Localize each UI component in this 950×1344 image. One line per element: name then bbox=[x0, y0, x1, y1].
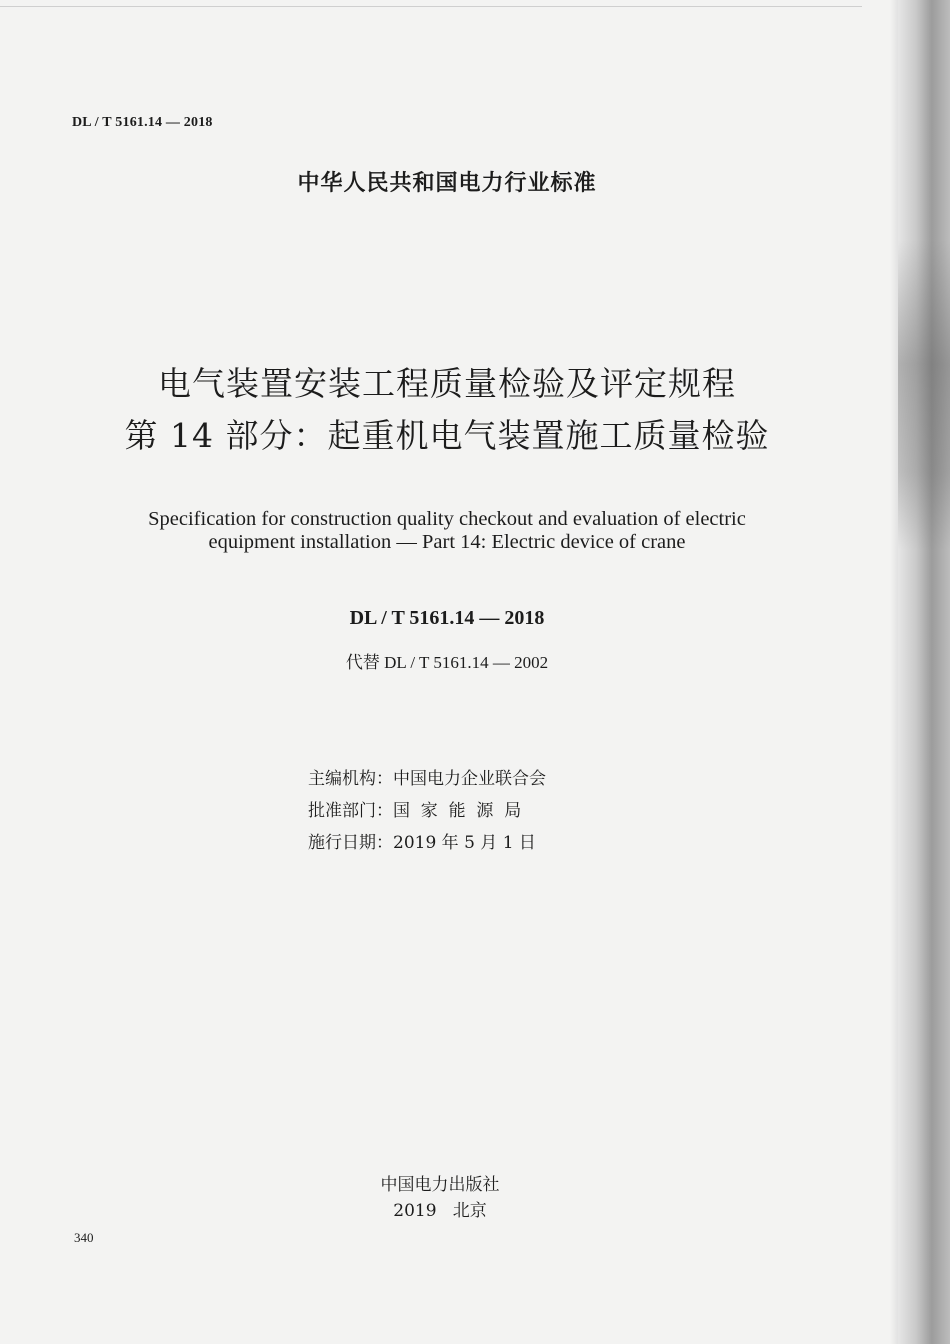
scan-binding-edge bbox=[898, 0, 950, 1344]
editor-organization: 主编机构：中国电力企业联合会 bbox=[308, 769, 546, 789]
approving-department: 批准部门：国 家 能 源 局 bbox=[308, 801, 522, 821]
industry-standard-heading: 中华人民共和国电力行业标准 bbox=[297, 171, 597, 196]
scan-shadow bbox=[898, 240, 950, 550]
header-standard-code: DL / T 5161.14 — 2018 bbox=[72, 115, 213, 130]
standard-code: DL / T 5161.14 — 2018 bbox=[349, 607, 545, 629]
info-block bbox=[308, 766, 546, 862]
title-en-line1: Specification for construction quality checkout and evaluation of electric bbox=[148, 508, 746, 530]
effective-date: 施行日期：2019 年 5 月 1 日 bbox=[308, 833, 536, 853]
scan-top-edge bbox=[0, 6, 862, 7]
publisher-name: 中国电力出版社 bbox=[380, 1175, 500, 1195]
title-cn-line1: 电气装置安装工程质量检验及评定规程 bbox=[158, 364, 736, 403]
publication-year-place: 2019 北京 bbox=[393, 1201, 487, 1221]
replaces-standard: 代替 DL / T 5161.14 — 2002 bbox=[345, 653, 549, 672]
title-en-line2: equipment installation — Part 14: Electric device of crane bbox=[208, 531, 686, 553]
title-cn-line2: 第 14 部分：起重机电气装置施工质量检验 bbox=[124, 416, 770, 455]
page-number: 340 bbox=[74, 1230, 94, 1245]
